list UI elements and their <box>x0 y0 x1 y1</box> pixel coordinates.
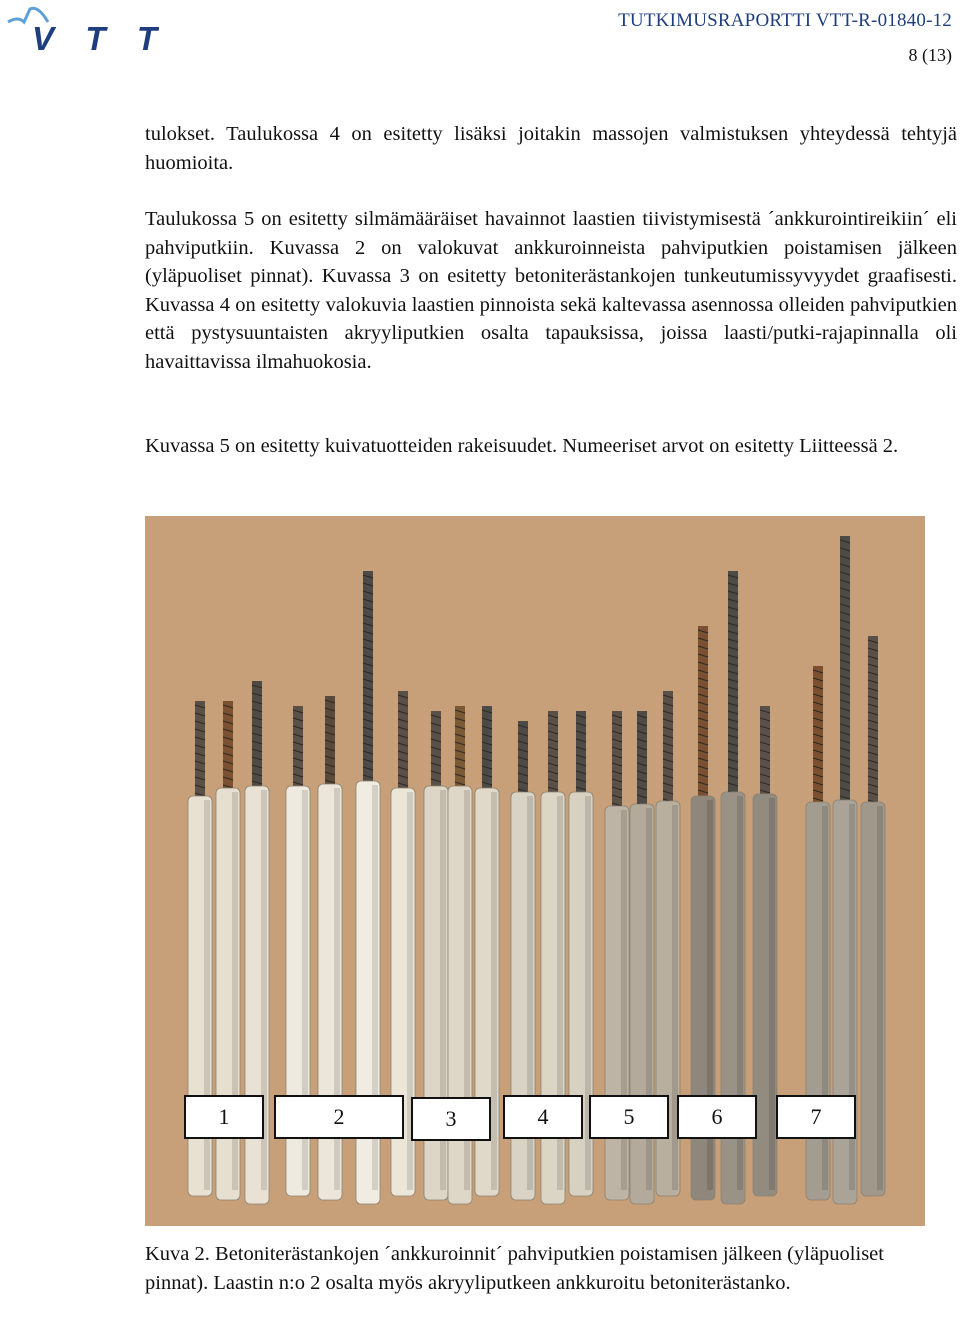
tube-shadow <box>877 806 883 1190</box>
rebar <box>252 681 262 796</box>
figure-label-3: 3 <box>411 1097 491 1141</box>
figure-label-6: 6 <box>677 1095 757 1139</box>
rebar <box>637 711 647 814</box>
figure-label-2: 2 <box>274 1095 404 1139</box>
figure-label-4: 4 <box>503 1095 583 1139</box>
figure-caption: Kuva 2. Betoniterästankojen ´ankkuroinnit´ pahviputkien poistamisen jälkeen (yläpuoliset pinnat). Laastin n:o 2 osalta myös akryyliputkeen ankkuroitu betoniterästanko. <box>145 1243 884 1294</box>
paragraph-3: Kuvassa 5 on esitetty kuivatuotteiden rakeisuudet. Numeeriset arvot on esitetty Liitteessä 2. <box>145 435 899 457</box>
tube-shadow <box>491 792 497 1190</box>
rebar <box>840 536 850 810</box>
tube-shadow <box>769 798 775 1190</box>
page-number: 8 (13) <box>908 45 952 65</box>
paragraph-2: Taulukossa 5 on esitetty silmämääräiset havainnot laastien tiivistymisestä ´ankkurointireikiin´ eli pahviputkiin. Kuvassa 2 on valokuvat ankkuroinneista pahviputkien poistamisen jälkeen (yläpuoliset pinnat). Kuvassa 3 on esitetty betoniterästankojen tunkeutumissyvyydet graafisesti. Kuvassa 4 on esitetty valokuvia laastien pinnoista sekä kaltevassa asennossa olleiden pahviputkien että pystysuuntaisten akryyliputkien osalta tapauksissa, joissa laasti/putki-rajapinnalla oli havaittavissa ilmahuokosia. <box>145 208 957 373</box>
paragraph-1: tulokset. Taulukossa 4 on esitetty lisäksi joitakin massojen valmistuksen yhteydessä tehtyjä huomioita. <box>145 123 957 174</box>
figure-label-1: 1 <box>184 1095 264 1139</box>
rebar <box>698 626 708 806</box>
report-id: TUTKIMUSRAPORTTI VTT-R-01840-12 <box>618 10 952 31</box>
figure-label-7: 7 <box>776 1095 856 1139</box>
vtt-logo <box>4 2 159 54</box>
logo-text: VTT <box>32 20 156 54</box>
figure-label-5: 5 <box>589 1095 669 1139</box>
